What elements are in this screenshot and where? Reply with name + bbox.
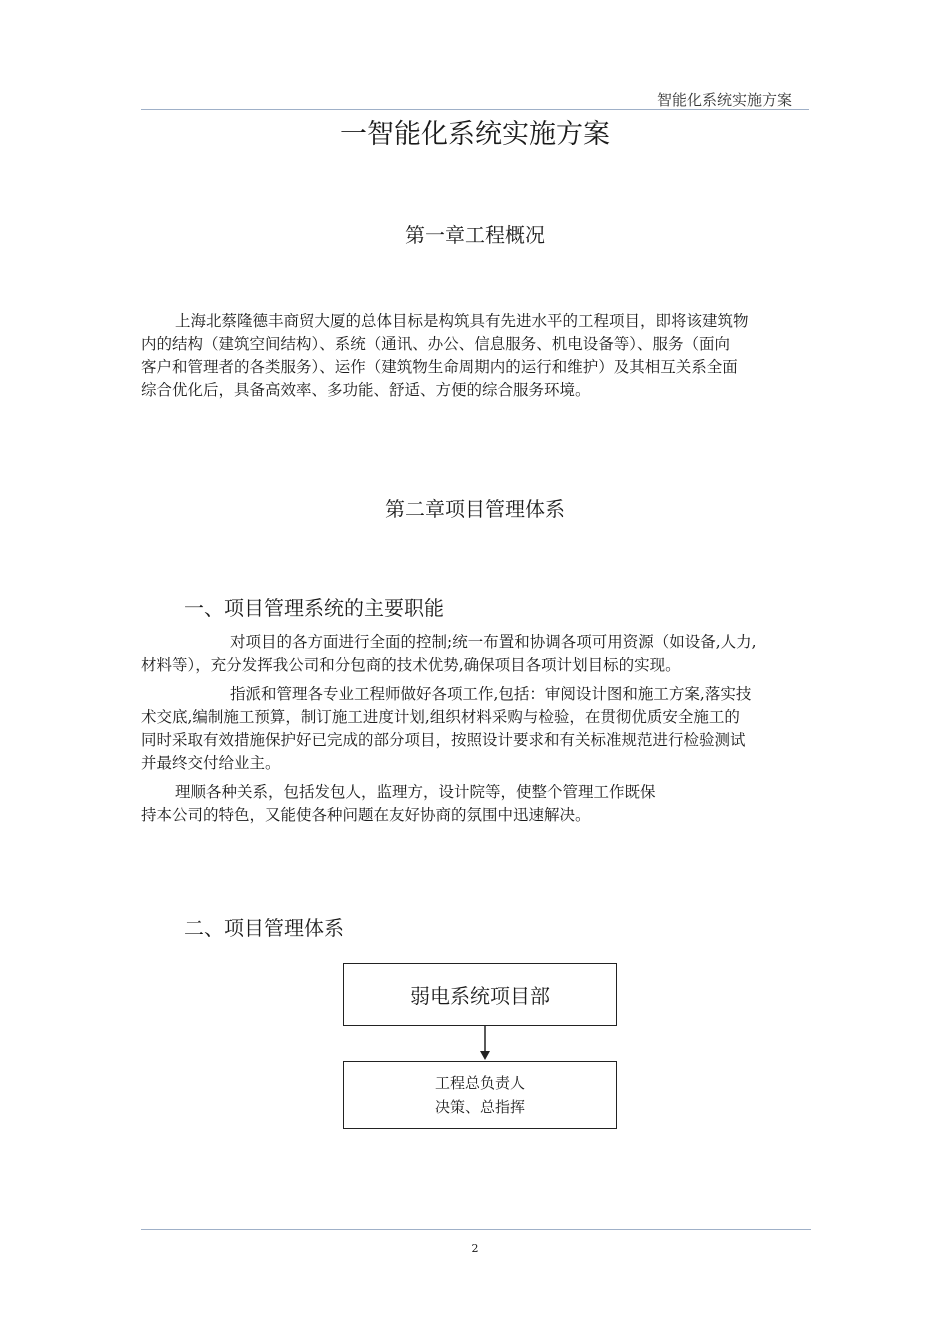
paragraph-line: 内的结构（建筑空间结构）、系统（通讯、办公、信息服务、机电设备等）、服务（面向 (141, 335, 731, 353)
header-rule (141, 109, 809, 110)
paragraph-line: 材料等），充分发挥我公司和分包商的技术优势,确保项目各项计划目标的实现。 (141, 656, 681, 674)
paragraph-line: 持本公司的特色，又能使各种问题在友好协商的氛围中迅速解决。 (141, 806, 591, 824)
section-1-paragraph-3 (141, 781, 813, 827)
paragraph-line: 并最终交付给业主。 (141, 754, 281, 772)
chapter-1-heading: 第一章工程概况 (405, 223, 545, 247)
chapter-1-paragraph (141, 310, 813, 402)
section-1-paragraph-2 (141, 683, 813, 775)
paragraph-line: 术交底,编制施工预算，制订施工进度计划,组织材料采购与检验，在贯彻优质安全施工的 (141, 708, 740, 726)
paragraph-line: 理顺各种关系，包括发包人，监理方，设计院等，使整个管理工作既保 (175, 783, 656, 801)
section-1-heading: 一、项目管理系统的主要职能 (184, 596, 444, 620)
paragraph-line: 同时采取有效措施保护好已完成的部分项目，按照设计要求和有关标准规范进行检验测试 (141, 731, 746, 749)
org-box-label: 弱电系统项目部 (410, 984, 550, 1008)
org-box-project-department (343, 963, 617, 1026)
running-header: 智能化系统实施方案 (657, 91, 793, 109)
page-number: 2 (471, 1242, 479, 1255)
document-title: 一智能化系统实施方案 (340, 119, 610, 150)
org-box-chief-engineer (343, 1061, 617, 1129)
org-box-line: 决策、总指挥 (434, 1098, 525, 1116)
paragraph-line: 综合优化后，具备高效率、多功能、舒适、方便的综合服务环境。 (141, 381, 591, 399)
paragraph-line: 对项目的各方面进行全面的控制;统一布置和协调各项可用资源（如设备,人力, (230, 633, 757, 651)
org-box-line: 工程总负责人 (434, 1074, 525, 1092)
footer-rule (141, 1229, 811, 1230)
section-1-paragraph-1 (141, 631, 813, 677)
paragraph-line: 上海北蔡隆德丰商贸大厦的总体目标是构筑具有先进水平的工程项目，即将该建筑物 (175, 312, 749, 330)
chapter-2-heading: 第二章项目管理体系 (385, 497, 565, 521)
org-connector-arrow (478, 1025, 492, 1061)
paragraph-line: 客户和管理者的各类服务）、运作（建筑物生命周期内的运行和维护）及其相互关系全面 (141, 358, 738, 376)
paragraph-line: 指派和管理各专业工程师做好各项工作,包括：审阅设计图和施工方案,落实技 (230, 685, 752, 703)
section-2-heading: 二、项目管理体系 (184, 916, 344, 940)
